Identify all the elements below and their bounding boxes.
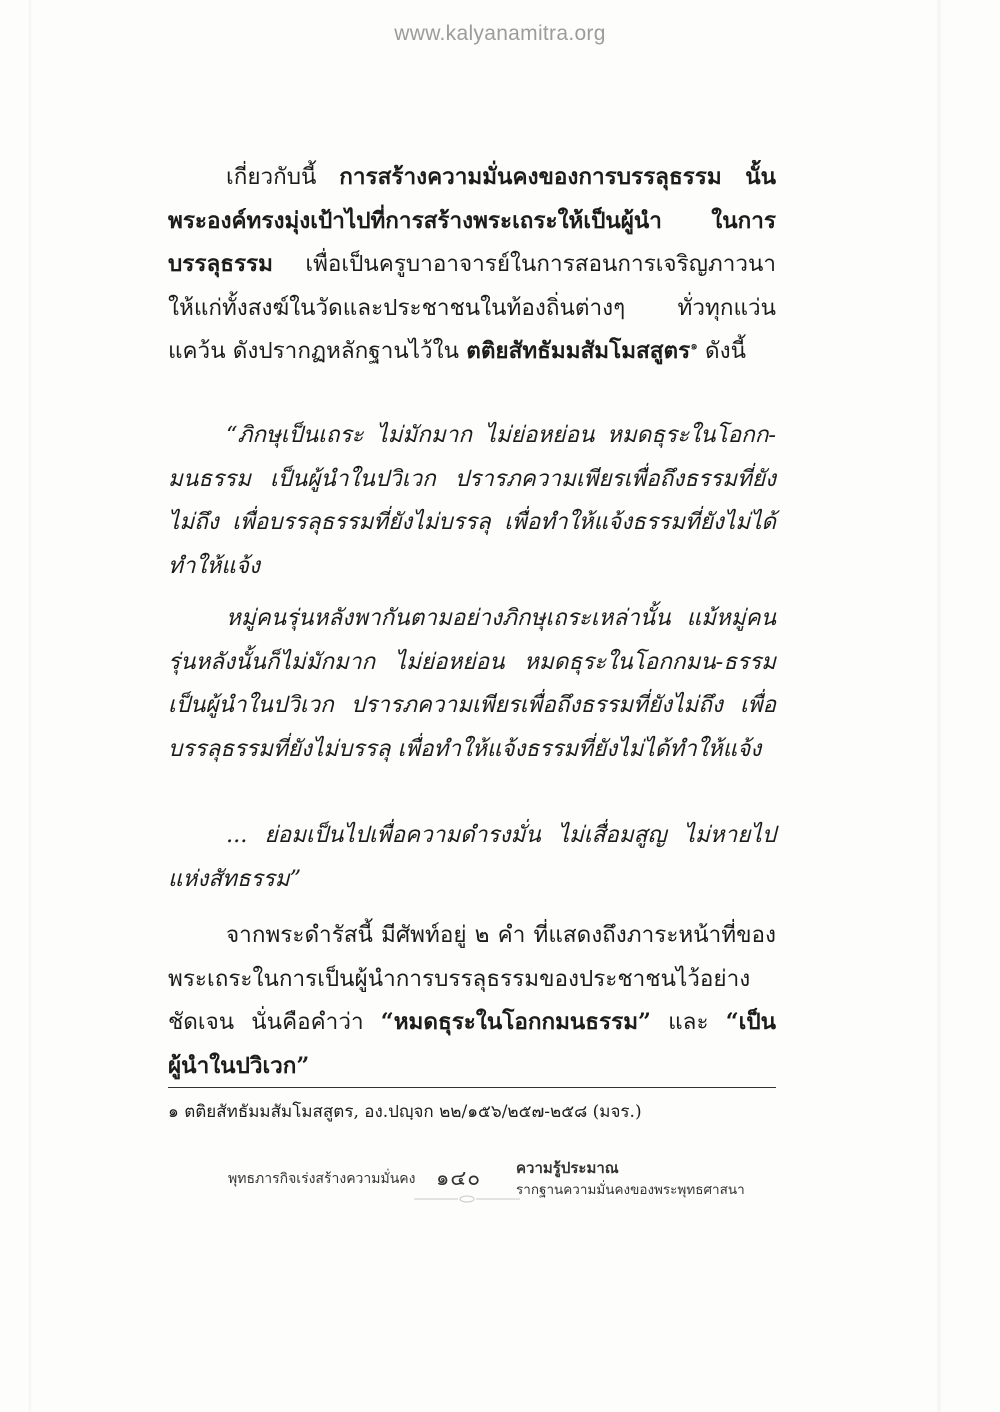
page-edge-shadow [936,0,942,1412]
footnote-marker: ๑ [690,338,698,353]
quote-text-1: “ภิกษุเป็นเถระ ไม่มักมาก ไม่ย่อหย่อน หมดธุระในโอกก-มนธรรม เป็นผู้นำในปวิเวก ปรารภความเพียรเพื่อถึงธรรมที่ยังไม่ถึง เพื่อบรรลุธรรมที่ยังไม่บรรลุ เพื่อทำให้แจ้งธรรมที่ยังไม่ได้ทำให้แจ้ง [168,422,776,579]
intro-text-bold: การสร้างความมั่นคงของการบรรลุธรรม นั้น พระองค์ทรงมุ่งเป้าไปที่การสร้างพระเถระให้เป็นผู้นำ ในการบรรลุธรรม [168,164,776,277]
page-number: ๑๔๐ [436,1166,482,1190]
term-1: “หมดธุระในโอกกมนธรรม” [380,1009,651,1035]
paragraph-intro [168,156,776,374]
quote-paragraph-1 [168,414,776,588]
paragraph-conclusion [168,914,776,1088]
conclusion-text-start: จากพระดำรัสนี้ มีศัพท์อยู่ ๒ คำ ที่แสดงถึงภาระหน้าที่ของพระเถระในการเป็นผู้นำการบรรลุธรรมของประชาชนไว้อย่างชัดเจน นั่นคือคำว่า [168,922,776,1035]
footer-chapter-subtitle: รากฐานความมั่นคงของพระพุทธศาสนา [516,1182,745,1198]
intro-text-middle: เพื่อเป็นครูบาอาจารย์ในการสอนการเจริญภาวนาให้แก่ทั้งสงฆ์ในวัดและประชาชนในท้องถิ่นต่างๆ ทั่วทุกแว่นแคว้น ดังปรากฏหลักฐานไว้ใน [168,251,776,364]
footer-book-title: พุทธภารกิจเร่งสร้างความมั่นคง [228,1171,416,1187]
intro-text-end: ดังนี้ [697,338,746,364]
footer-ornament [412,1194,522,1204]
footnote-divider [168,1087,776,1088]
quote-text-2: หมู่คนรุ่นหลังพากันตามอย่างภิกษุเถระเหล่านั้น แม้หมู่คนรุ่นหลังนั้นก็ไม่มักมาก ไม่ย่อหย่อน หมดธุระในโอกกมน-ธรรม เป็นผู้นำในปวิเวก ปรารภความเพียรเพื่อถึงธรรมที่ยังไม่ถึง เพื่อบรรลุธรรมที่ยังไม่บรรลุ เพื่อทำให้แจ้งธรรมที่ยังไม่ได้ทำให้แจ้ง [168,605,776,762]
page-left-shadow [28,0,32,1412]
quote-text-3: ... ย่อมเป็นไปเพื่อความดำรงมั่น ไม่เสื่อมสูญ ไม่หายไปแห่งสัทธรรม” [168,822,776,892]
website-watermark: www.kalyanamitra.org [394,22,606,45]
footer-chapter-title: ความรู้ประมาณ [516,1159,619,1177]
footnote: ๑ ตติยสัทธัมมสัมโมสสูตร, อง.ปญฺจก ๒๒/๑๕๖/๒๕๗-๒๕๘ (มจร.) [168,1102,642,1122]
term-2: “เป็นผู้นำในปวิเวก” [168,1009,776,1079]
intro-text-start: เกี่ยวกับนี้ [226,164,340,190]
quote-paragraph-2 [168,597,776,771]
quote-paragraph-3 [168,814,776,901]
conclusion-text-and: และ [650,1009,726,1035]
sutta-name: ตติยสัทธัมมสัมโมสสูตร [466,338,691,364]
